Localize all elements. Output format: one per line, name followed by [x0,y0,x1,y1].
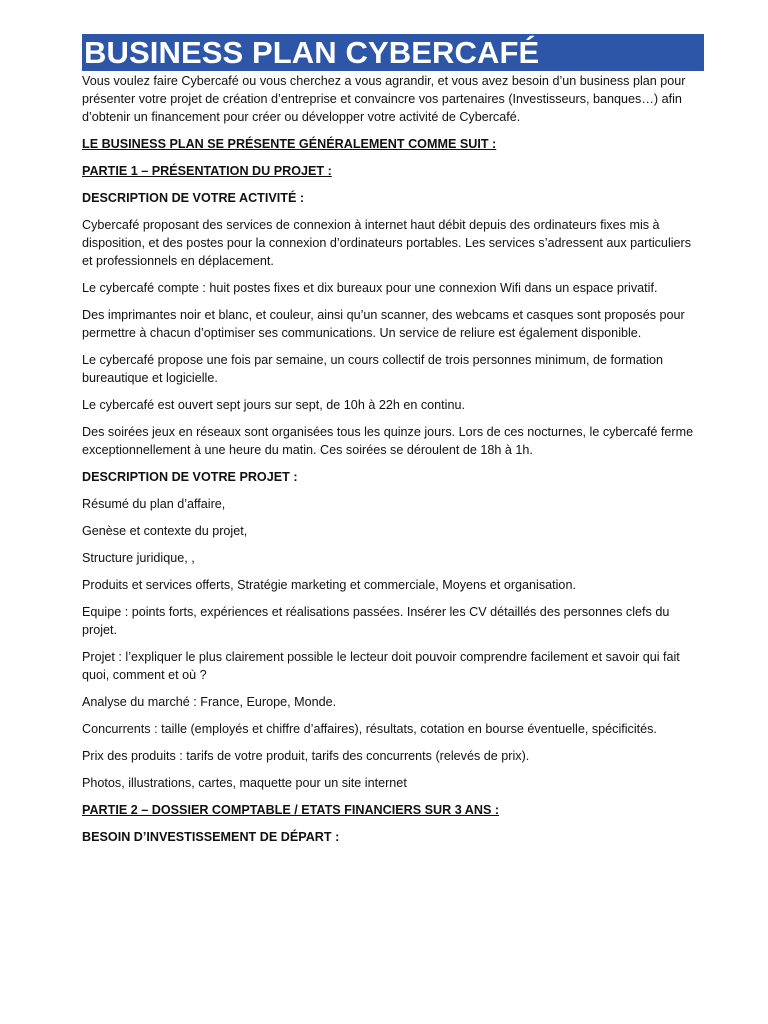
activity-paragraph: Des soirées jeux en réseaux sont organisées tous les quinze jours. Lors de ces nocturnes, le cybercafé ferme exceptionnellement à une heure du matin. Ces soirées se déroulent de 18h à 1h. [82,425,694,457]
project-item: Concurrents : taille (employés et chiffre d’affaires), résultats, cotation en bourse éventuelle, spécificités. [82,722,657,736]
activity-paragraph: Des imprimantes noir et blanc, et couleur, ainsi qu’un scanner, des webcams et casques sont proposés pour permettre à chacun d’optimiser ses communications. Un service de reliure est également disponible. [82,308,685,340]
activity-paragraph: Le cybercafé compte : huit postes fixes et dix bureaux pour une connexion Wifi dans un espace privatif. [82,281,658,295]
activity-paragraph: Cybercafé proposant des services de connexion à internet haut débit depuis des ordinateurs fixes mis à disposition, et des postes pour la connexion d’ordinateurs portables. Les services s’adressent aux particuliers et professionnels en déplacement. [82,218,692,268]
project-item: Genèse et contexte du projet, [82,524,248,538]
activity-paragraph: Le cybercafé propose une fois par semaine, un cours collectif de trois personnes minimum, de formation bureautique et logicielle. [82,353,664,385]
project-item: Résumé du plan d’affaire, [82,497,226,511]
project-item: Prix des produits : tarifs de votre produit, tarifs des concurrents (relevés de prix). [82,749,530,763]
project-item: Structure juridique, , [82,551,195,565]
activity-heading: DESCRIPTION DE VOTRE ACTIVITÉ : [82,191,305,205]
document-page [82,34,704,846]
project-item: Produits et services offerts, Stratégie marketing et commerciale, Moyens et organisation. [82,578,576,592]
section-heading: LE BUSINESS PLAN SE PRÉSENTE GÉNÉRALEMENT COMME SUIT : [82,137,497,151]
project-heading: DESCRIPTION DE VOTRE PROJET : [82,470,298,484]
project-item: Projet : l’expliquer le plus clairement possible le lecteur doit pouvoir comprendre facilement et savoir qui fait quoi, comment et où ? [82,650,680,682]
intro-paragraph: Vous voulez faire Cybercafé ou vous cherchez a vous agrandir, et vous avez besoin d’un business plan pour présenter votre projet de création d’entreprise et convaincre vos partenaires (Investisseurs, banques…) afin d’obtenir un financement pour créer ou développer votre activité de Cybercafé. [82,74,686,124]
title-bar [82,34,704,71]
project-item: Photos, illustrations, cartes, maquette pour un site internet [82,776,407,790]
part2-heading: PARTIE 2 – DOSSIER COMPTABLE / ETATS FINANCIERS SUR 3 ANS : [82,803,500,817]
investment-heading: BESOIN D’INVESTISSEMENT DE DÉPART : [82,830,340,844]
part1-heading: PARTIE 1 – PRÉSENTATION DU PROJET : [82,164,332,178]
project-item: Analyse du marché : France, Europe, Monde. [82,695,337,709]
document-title: BUSINESS PLAN CYBERCAFÉ [84,35,540,70]
activity-paragraph: Le cybercafé est ouvert sept jours sur sept, de 10h à 22h en continu. [82,398,465,412]
project-item: Equipe : points forts, expériences et réalisations passées. Insérer les CV détaillés des personnes clefs du projet. [82,605,670,637]
